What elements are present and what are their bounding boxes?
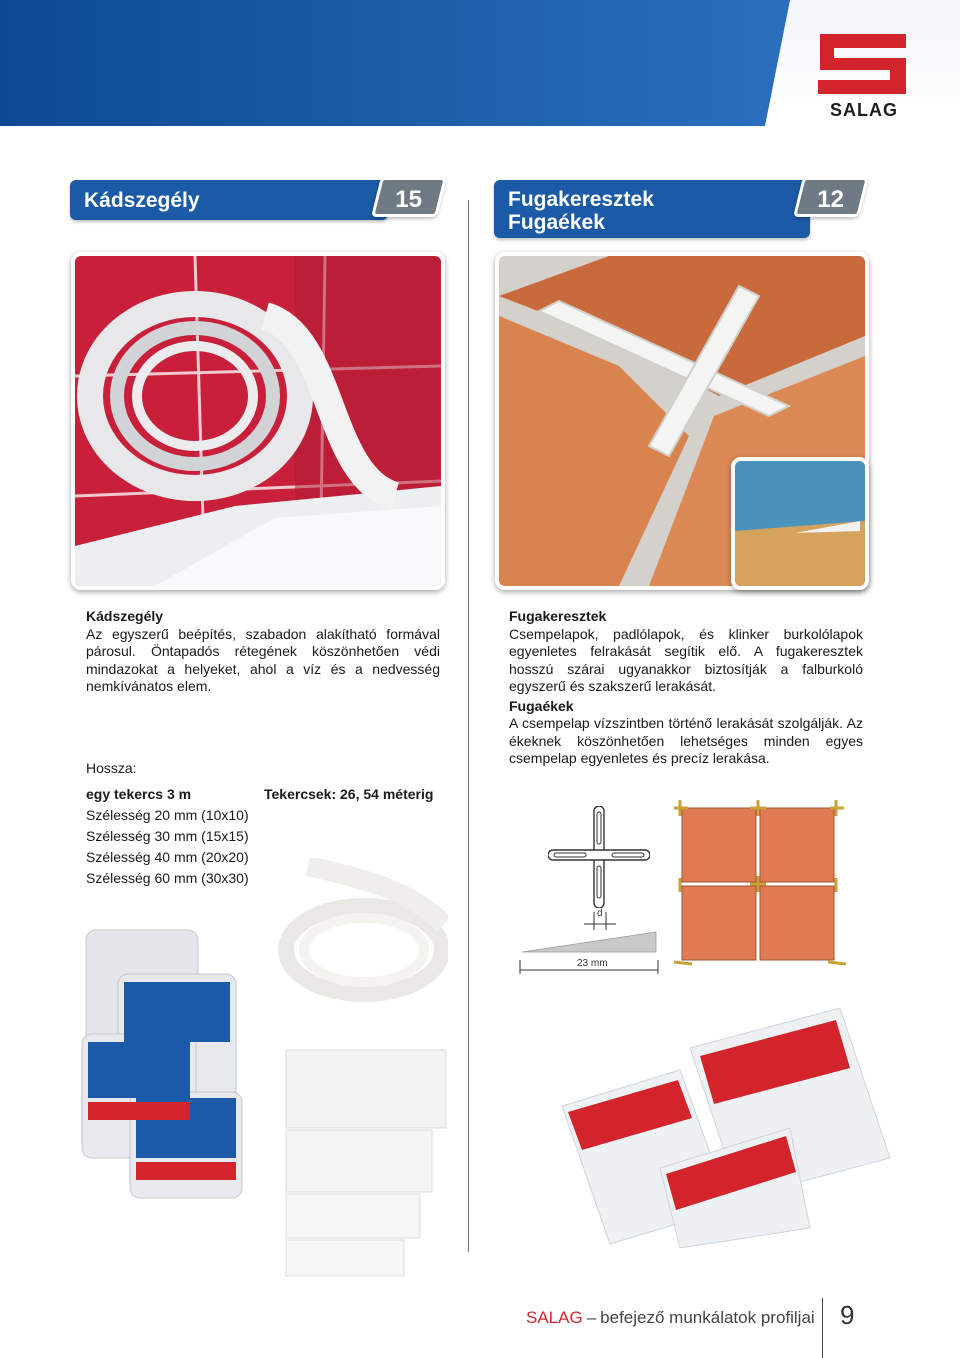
bath-tape-photo <box>71 252 445 590</box>
page-number: 9 <box>840 1300 855 1330</box>
wedge-description: A csempelap vízszintben történő lerakását szolgálják. Az ékeknek köszönhetően lehetséges minden egyes csempelap egyenletes és precíz lerakása. <box>509 715 863 766</box>
gap-dimension-label: d <box>597 908 603 919</box>
spacer-packages-image <box>560 1008 900 1248</box>
column-divider <box>468 200 469 1252</box>
wedge-subtitle: Fugaékek <box>509 697 574 714</box>
left-description-block <box>86 608 440 696</box>
right-header-title-2: Fugaékek <box>508 211 605 234</box>
left-header-title: Kádszegély <box>84 189 200 212</box>
left-description: Az egyszerű beépítés, szabadon alakítható formával párosul. Öntapadós rétegének köszönhetően védi mindazokat a helyeket, ahol a víz és a nedvesség nemkívánatos elem. <box>86 625 440 694</box>
width-item: Szélesség 30 mm (15x15) <box>86 828 249 844</box>
tiles-with-spacers-diagram <box>672 798 848 968</box>
width-item: Szélesség 40 mm (20x20) <box>86 849 249 865</box>
spacer-description: Csempelapok, padlólapok, és klinker burkolólapok egyenletes felrakását segítik elő. A fugakeresztek hosszú szárai ugyanakkor biztosítják a falburkoló egyszerű és szakszerű lerakását. <box>509 625 863 694</box>
tape-packages-image <box>78 926 250 1202</box>
spacer-subtitle: Fugakeresztek <box>509 608 607 624</box>
rolls-note: Tekercsek: 26, 54 méterig <box>264 786 434 802</box>
wedge-width-label: 23 mm <box>577 958 608 969</box>
left-header-number: 15 <box>371 177 447 217</box>
footer-tagline-text: befejező munkálatok profiljai <box>600 1308 815 1327</box>
wedge-inset-photo <box>731 457 869 590</box>
footer-dash: – <box>586 1308 597 1327</box>
footer-tagline <box>526 1308 815 1328</box>
wedge-icon <box>518 930 660 978</box>
width-item: Szélesség 60 mm (30x30) <box>86 870 249 886</box>
roll-item: egy tekercs 3 m <box>86 786 192 802</box>
cross-spacer-icon <box>548 806 650 908</box>
width-item: Szélesség 20 mm (10x10) <box>86 807 249 823</box>
left-section-header <box>70 180 446 220</box>
footer-brand: SALAG <box>526 1308 583 1327</box>
logo-wordmark: SALAG <box>830 100 898 120</box>
length-label: Hossza: <box>86 760 137 776</box>
right-header-title-1: Fugakeresztek <box>508 188 654 211</box>
right-description-block <box>509 608 863 768</box>
width-spec-list <box>86 784 286 889</box>
tape-roll-product-image <box>278 858 448 1008</box>
footer-divider <box>822 1298 823 1358</box>
right-header-number: 12 <box>793 177 869 217</box>
left-subtitle: Kádszegély <box>86 608 164 624</box>
tape-strips-image <box>284 1046 450 1282</box>
right-section-header <box>494 180 870 238</box>
